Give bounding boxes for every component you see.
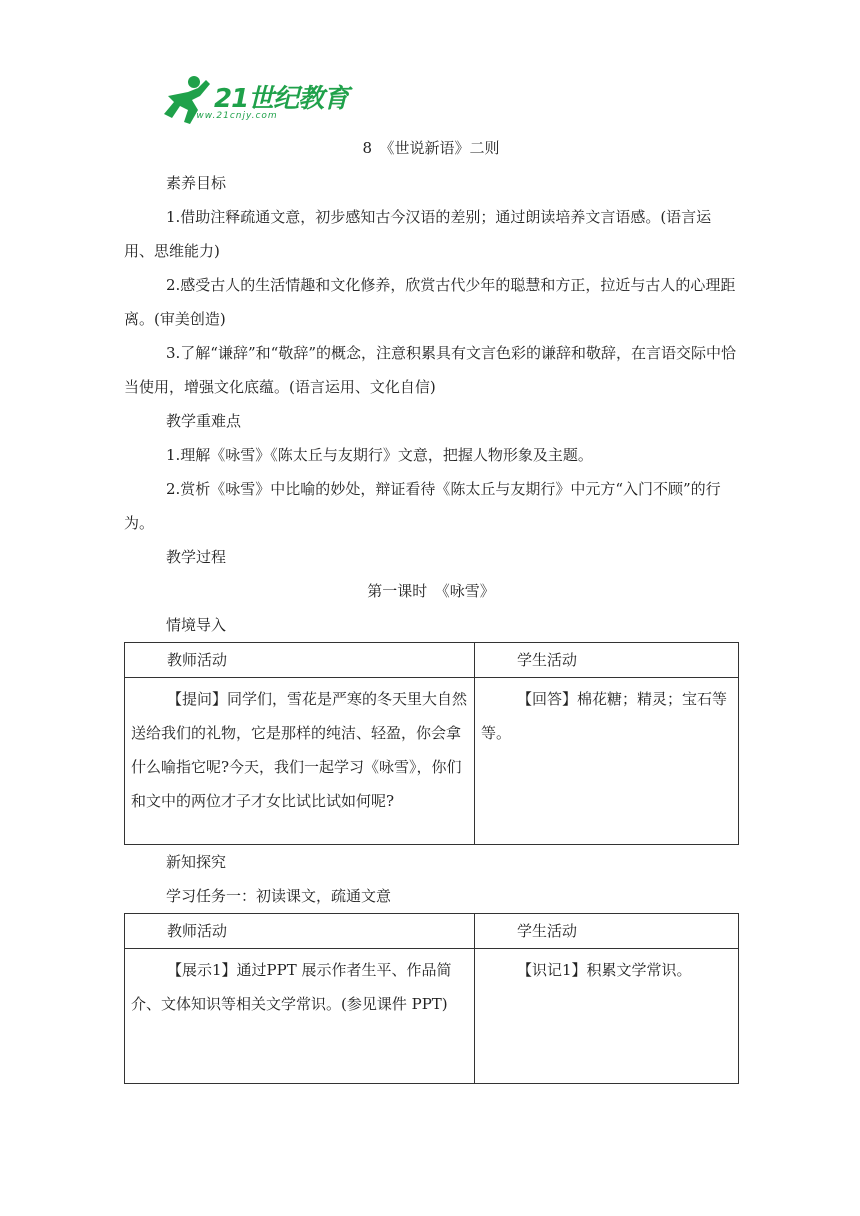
task-1-table [124, 913, 739, 1084]
student-header: 学生活动 [475, 643, 739, 678]
document-body [124, 130, 738, 1084]
student-cell [475, 949, 739, 1084]
teacher-cell [125, 678, 475, 845]
student-activity-text: 【识记1】积累文学常识。 [517, 961, 692, 979]
logo-url: www.21cnjy.com [188, 111, 278, 121]
page-title: 8 《世说新语》二则 [362, 139, 500, 157]
student-activity-text: 【回答】棉花糖；精灵；宝石等等。 [481, 690, 728, 742]
table-header-row [125, 914, 739, 949]
goal-2: 2.感受古人的生活情趣和文化修养，欣赏古代少年的聪慧和方正，拉近与古人的心理距离。(审美创造) [124, 276, 736, 328]
student-cell [475, 678, 739, 845]
teacher-activity-text: 【展示1】通过PPT 展示作者生平、作品简介、文体知识等相关文学常识。(参见课件 PPT) [131, 961, 452, 1013]
lesson-title: 第一课时 《咏雪》 [367, 582, 495, 600]
goal-1: 1.借助注释疏通文意，初步感知古今汉语的差别；通过朗读培养文言语感。(语言运用、思维能力) [124, 208, 712, 260]
process-heading: 教学过程 [166, 548, 227, 566]
intro-heading: 情境导入 [166, 616, 227, 634]
teacher-activity-text: 【提问】同学们，雪花是严寒的冬天里大自然送给我们的礼物，它是那样的纯洁、轻盈，你会拿什么喻指它呢?今天，我们一起学习《咏雪》，你们和文中的两位才子才女比试比试如何呢? [131, 690, 468, 810]
goals-heading: 素养目标 [166, 174, 227, 192]
logo-text: 21世纪教育 [214, 84, 349, 114]
teacher-header: 教师活动 [125, 643, 475, 678]
table-header-row [125, 643, 739, 678]
table-row [125, 678, 739, 845]
student-header: 学生活动 [475, 914, 739, 949]
task-1-heading: 学习任务一：初读课文，疏通文意 [166, 887, 392, 905]
table-row [125, 949, 739, 1084]
teacher-header: 教师活动 [125, 914, 475, 949]
key-point-1: 1.理解《咏雪》《陈太丘与友期行》文意，把握人物形象及主题。 [166, 446, 593, 464]
teacher-cell [125, 949, 475, 1084]
goal-3: 3.了解“谦辞”和“敬辞”的概念，注意积累具有文言色彩的谦辞和敬辞，在言语交际中恰当使用，增强文化底蕴。(语言运用、文化自信) [124, 344, 736, 396]
explore-heading: 新知探究 [166, 853, 227, 871]
key-points-heading: 教学重难点 [166, 412, 242, 430]
key-point-2: 2.赏析《咏雪》中比喻的妙处，辩证看待《陈太丘与友期行》中元方“入门不顾”的行为。 [124, 480, 721, 532]
logo [158, 74, 368, 128]
intro-table [124, 642, 739, 845]
